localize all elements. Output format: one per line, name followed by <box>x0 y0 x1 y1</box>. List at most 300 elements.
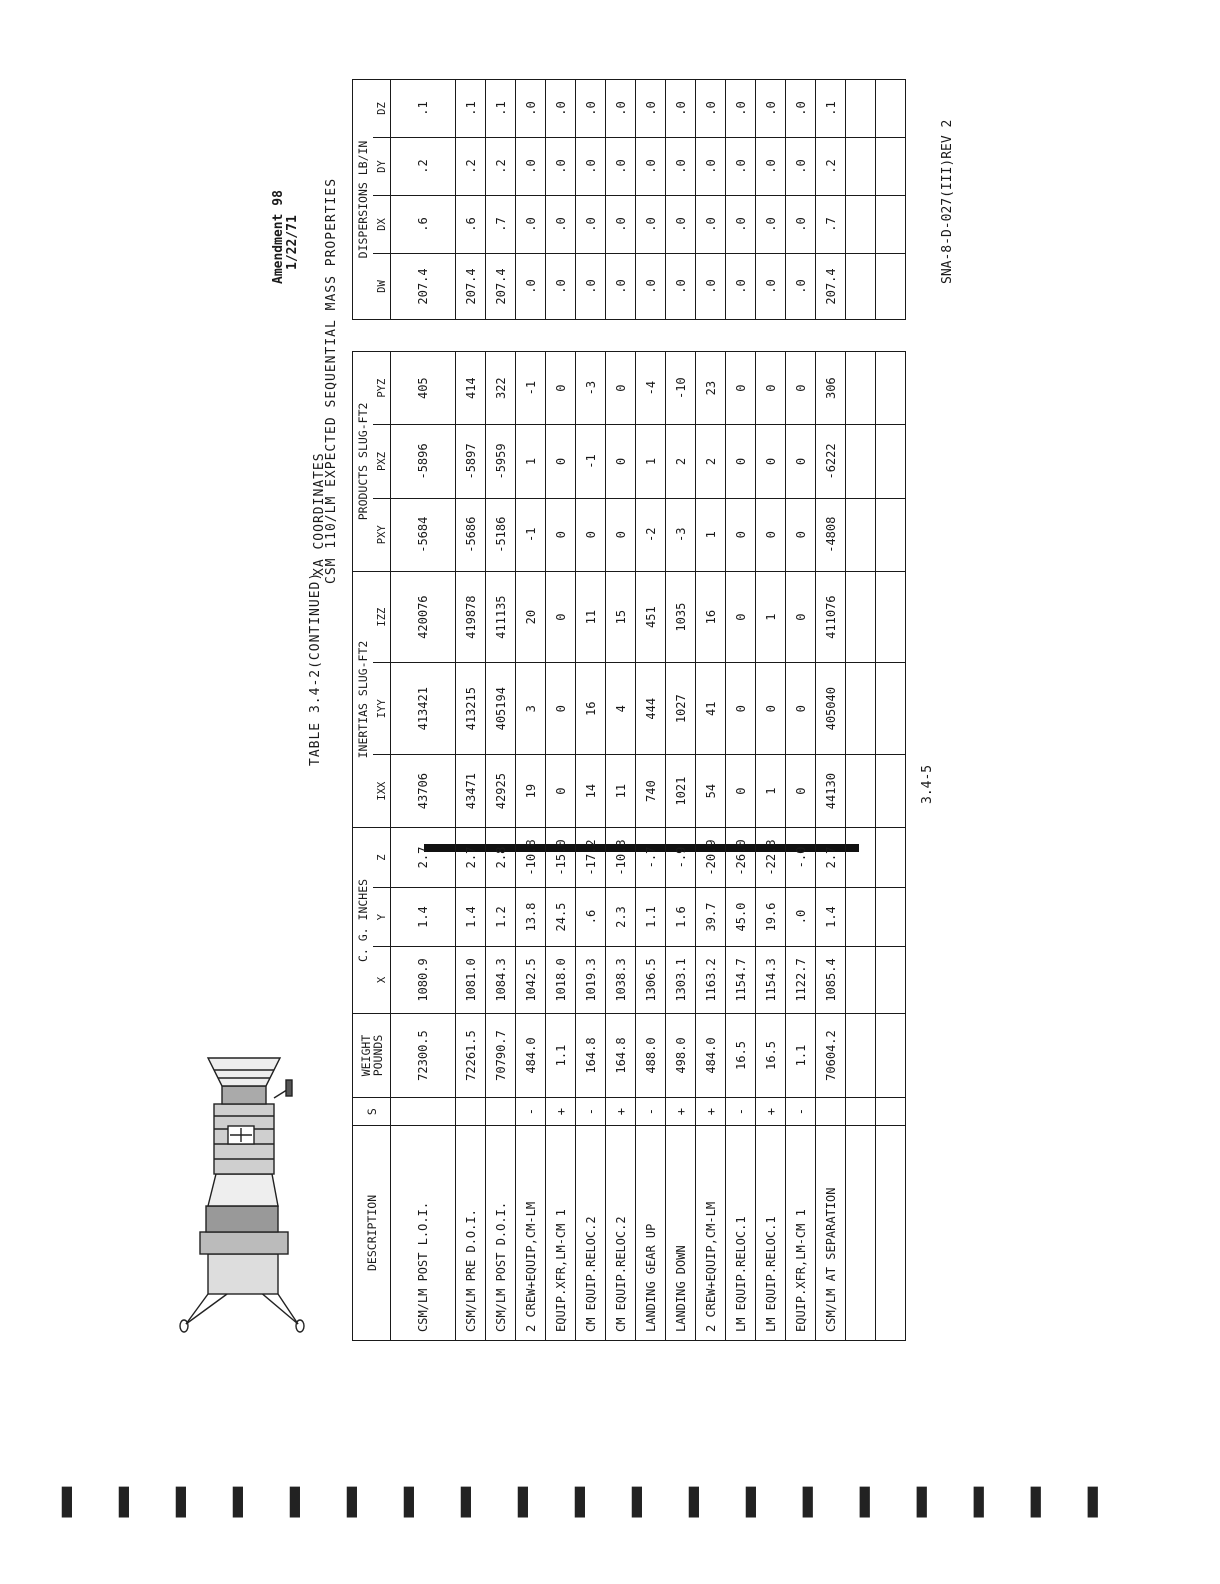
cell-description: LM EQUIP.RELOC.1 <box>756 1125 786 1340</box>
cell-pxz: 0 <box>726 425 756 498</box>
cell-pxy: -5186 <box>486 498 516 571</box>
cell-pyz: 0 <box>786 352 816 425</box>
cell-dw: 207.4 <box>816 254 846 320</box>
cell-dx: .0 <box>786 196 816 254</box>
spacecraft-illustration <box>178 1054 318 1334</box>
cell-dz: .0 <box>786 79 816 137</box>
cell-dy: .0 <box>576 138 606 196</box>
table-row <box>726 352 756 1341</box>
empty-cell <box>876 1125 906 1340</box>
col-header-inertias: INERTIAS SLUG-FT2 <box>353 571 374 827</box>
cell-pxz: 0 <box>546 425 576 498</box>
empty-cell <box>876 663 906 755</box>
empty-cell <box>846 254 876 320</box>
table-row <box>516 79 546 319</box>
empty-cell <box>876 1013 906 1098</box>
cell-cg-z: -10.8 <box>516 828 546 888</box>
cell-cg-y: 45.0 <box>726 887 756 947</box>
cell-pxy: 0 <box>756 498 786 571</box>
cell-dx: .6 <box>456 196 486 254</box>
cell-iyy: 1027 <box>666 663 696 755</box>
cell-dw: .0 <box>576 254 606 320</box>
cell-iyy: 0 <box>786 663 816 755</box>
cell-cg-x: 1085.4 <box>816 947 846 1013</box>
cell-dy: .0 <box>726 138 756 196</box>
col-header-pxz: PXZ <box>373 425 391 498</box>
empty-row <box>846 79 876 319</box>
cell-iyy: 0 <box>546 663 576 755</box>
page-number: 3.4-5 <box>920 764 935 804</box>
cell-dw: .0 <box>696 254 726 320</box>
col-header-products: PRODUCTS SLUG-FT2 <box>353 352 374 572</box>
cell-ixx: 0 <box>786 755 816 828</box>
col-header-dz: DZ <box>373 79 391 137</box>
cell-izz: 1 <box>756 571 786 663</box>
cell-iyy: 0 <box>756 663 786 755</box>
col-header-pxy: PXY <box>373 498 391 571</box>
cell-izz: 411135 <box>486 571 516 663</box>
cell-dy: .2 <box>816 138 846 196</box>
cell-cg-y: 39.7 <box>696 887 726 947</box>
cell-dw: .0 <box>516 254 546 320</box>
cell-cg-x: 1084.3 <box>486 947 516 1013</box>
table-row <box>606 79 636 319</box>
col-header-y: Y <box>373 887 391 947</box>
cell-sign: - <box>636 1098 666 1125</box>
cell-pxy: 0 <box>576 498 606 571</box>
cell-pyz: -4 <box>636 352 666 425</box>
cell-pxy: 0 <box>786 498 816 571</box>
cell-pxz: 0 <box>756 425 786 498</box>
cell-dx: .0 <box>756 196 786 254</box>
cell-dw: .0 <box>786 254 816 320</box>
cell-pxz: -6222 <box>816 425 846 498</box>
cell-pxz: -1 <box>576 425 606 498</box>
empty-cell <box>876 828 906 888</box>
cell-dy: .0 <box>786 138 816 196</box>
cell-ixx: 1021 <box>666 755 696 828</box>
cell-cg-y: 1.4 <box>816 887 846 947</box>
col-header-dx: DX <box>373 196 391 254</box>
dispersions-table <box>352 79 906 320</box>
table-row <box>786 352 816 1341</box>
cell-cg-y: 24.5 <box>546 887 576 947</box>
cell-iyy: 4 <box>606 663 636 755</box>
cell-weight: 16.5 <box>726 1013 756 1098</box>
cell-pxz: 0 <box>606 425 636 498</box>
empty-cell <box>846 1125 876 1340</box>
table-row <box>606 352 636 1341</box>
cell-sign <box>456 1098 486 1125</box>
cell-cg-z: -26.0 <box>726 828 756 888</box>
cell-pyz: -1 <box>516 352 546 425</box>
cell-dw: 207.4 <box>486 254 516 320</box>
cell-dy: .0 <box>546 138 576 196</box>
cell-iyy: 444 <box>636 663 666 755</box>
cell-sign: + <box>606 1098 636 1125</box>
cell-dy: .0 <box>696 138 726 196</box>
empty-cell <box>846 571 876 663</box>
cell-description: LANDING DOWN <box>666 1125 696 1340</box>
cell-pyz: 0 <box>546 352 576 425</box>
amendment-stamp <box>272 190 300 284</box>
cell-dy: .2 <box>456 138 486 196</box>
empty-cell <box>846 79 876 137</box>
cell-cg-x: 1081.0 <box>456 947 486 1013</box>
col-header-weight: WEIGHT POUNDS <box>353 1013 391 1098</box>
cell-sign: - <box>516 1098 546 1125</box>
col-header-iyy: IYY <box>373 663 391 755</box>
cell-dz: .0 <box>696 79 726 137</box>
cell-cg-x: 1306.5 <box>636 947 666 1013</box>
coordinates-note: XA COORDINATES <box>312 452 327 576</box>
cell-ixx: 44130 <box>816 755 846 828</box>
cell-izz: 0 <box>786 571 816 663</box>
empty-cell <box>876 196 906 254</box>
cell-izz: 420076 <box>391 571 456 663</box>
cell-sign: + <box>546 1098 576 1125</box>
cell-iyy: 41 <box>696 663 726 755</box>
col-header-pyz: PYZ <box>373 352 391 425</box>
cell-description: CSM/LM PRE D.O.I. <box>456 1125 486 1340</box>
cell-cg-z: -17.2 <box>576 828 606 888</box>
table-row <box>391 352 456 1341</box>
cell-cg-z: 2.7 <box>456 828 486 888</box>
cell-cg-x: 1042.5 <box>516 947 546 1013</box>
cell-dz: .0 <box>666 79 696 137</box>
cell-iyy: 0 <box>726 663 756 755</box>
cell-pxy: -2 <box>636 498 666 571</box>
cell-pyz: 306 <box>816 352 846 425</box>
cell-cg-x: 1154.3 <box>756 947 786 1013</box>
cell-ixx: 11 <box>606 755 636 828</box>
cell-sign <box>391 1098 456 1125</box>
col-header-ixx: IXX <box>373 755 391 828</box>
cell-cg-z: -20.9 <box>696 828 726 888</box>
empty-cell <box>876 947 906 1013</box>
cell-dz: .0 <box>756 79 786 137</box>
cell-cg-x: 1303.1 <box>666 947 696 1013</box>
empty-cell <box>846 352 876 425</box>
cell-izz: 419878 <box>456 571 486 663</box>
cell-weight: 1.1 <box>786 1013 816 1098</box>
empty-cell <box>876 887 906 947</box>
cell-izz: 15 <box>606 571 636 663</box>
cell-dw: .0 <box>726 254 756 320</box>
cell-dx: .7 <box>486 196 516 254</box>
cell-weight: 484.0 <box>696 1013 726 1098</box>
cell-dx: .0 <box>666 196 696 254</box>
cell-izz: 20 <box>516 571 546 663</box>
cell-pxy: 1 <box>696 498 726 571</box>
cell-dw: .0 <box>636 254 666 320</box>
cell-description: CSM/LM POST D.O.I. <box>486 1125 516 1340</box>
cell-pxz: -5896 <box>391 425 456 498</box>
cell-cg-z: 2.8 <box>486 828 516 888</box>
cell-sign: + <box>666 1098 696 1125</box>
cell-izz: 0 <box>726 571 756 663</box>
table-row <box>666 352 696 1341</box>
cell-description: LM EQUIP.RELOC.1 <box>726 1125 756 1340</box>
cell-dx: .0 <box>516 196 546 254</box>
empty-cell <box>876 138 906 196</box>
cell-dy: .0 <box>636 138 666 196</box>
col-header-dy: DY <box>373 138 391 196</box>
cell-weight: 70790.7 <box>486 1013 516 1098</box>
empty-cell <box>846 425 876 498</box>
cell-pxz: 2 <box>696 425 726 498</box>
empty-cell <box>846 828 876 888</box>
table-row <box>666 79 696 319</box>
cell-pxy: -1 <box>516 498 546 571</box>
empty-cell <box>876 571 906 663</box>
cell-cg-y: 19.6 <box>756 887 786 947</box>
cell-weight: 1.1 <box>546 1013 576 1098</box>
document-reference: SNA-8-D-027(III)REV 2 <box>940 119 955 284</box>
cell-dz: .0 <box>576 79 606 137</box>
cell-pyz: -3 <box>576 352 606 425</box>
cell-izz: 1035 <box>666 571 696 663</box>
cell-pyz: 405 <box>391 352 456 425</box>
cell-sign: + <box>756 1098 786 1125</box>
cell-cg-z: 2.7 <box>391 828 456 888</box>
cell-cg-y: .6 <box>576 887 606 947</box>
cell-izz: 11 <box>576 571 606 663</box>
cell-cg-z: -.7 <box>636 828 666 888</box>
cell-cg-y: 1.4 <box>456 887 486 947</box>
cell-description: EQUIP.XFR,LM-CM 1 <box>786 1125 816 1340</box>
cell-sign <box>816 1098 846 1125</box>
cell-pyz: 23 <box>696 352 726 425</box>
cell-dw: .0 <box>546 254 576 320</box>
cell-dy: .0 <box>516 138 546 196</box>
cell-cg-x: 1018.0 <box>546 947 576 1013</box>
cell-cg-z: -22.3 <box>756 828 786 888</box>
cell-sign: + <box>696 1098 726 1125</box>
empty-cell <box>876 1098 906 1125</box>
cell-weight: 72300.5 <box>391 1013 456 1098</box>
cell-iyy: 413421 <box>391 663 456 755</box>
cell-ixx: 42925 <box>486 755 516 828</box>
cell-iyy: 405040 <box>816 663 846 755</box>
table-row <box>816 352 846 1341</box>
cell-description: 2 CREW+EQUIP,CM-LM <box>516 1125 546 1340</box>
cell-weight: 484.0 <box>516 1013 546 1098</box>
empty-cell <box>846 663 876 755</box>
cell-dx: .0 <box>576 196 606 254</box>
table-row <box>756 352 786 1341</box>
empty-cell <box>876 498 906 571</box>
table-row <box>726 79 756 319</box>
table-row <box>546 79 576 319</box>
cell-description: EQUIP.XFR,LM-CM 1 <box>546 1125 576 1340</box>
table-row <box>696 352 726 1341</box>
empty-cell <box>846 498 876 571</box>
cell-cg-z: -15.0 <box>546 828 576 888</box>
table-row <box>456 79 486 319</box>
table-row <box>636 352 666 1341</box>
cell-dx: .0 <box>606 196 636 254</box>
table-row <box>576 79 606 319</box>
cell-dx: .7 <box>816 196 846 254</box>
cell-sign: - <box>786 1098 816 1125</box>
cell-ixx: 54 <box>696 755 726 828</box>
table-row <box>456 352 486 1341</box>
cell-dy: .2 <box>391 138 456 196</box>
table-row <box>786 79 816 319</box>
table-row <box>486 352 516 1341</box>
cell-ixx: 0 <box>726 755 756 828</box>
table-row <box>391 79 456 319</box>
empty-cell <box>876 755 906 828</box>
cell-cg-x: 1163.2 <box>696 947 726 1013</box>
cell-dz: .1 <box>816 79 846 137</box>
cell-pxy: -5686 <box>456 498 486 571</box>
cell-iyy: 16 <box>576 663 606 755</box>
cell-description: 2 CREW+EQUIP,CM-LM <box>696 1125 726 1340</box>
table-row <box>636 79 666 319</box>
cell-description: CM EQUIP.RELOC.2 <box>576 1125 606 1340</box>
col-header-z: Z <box>373 828 391 888</box>
cell-dz: .1 <box>391 79 456 137</box>
table-row <box>546 352 576 1341</box>
col-header-dw: DW <box>373 254 391 320</box>
empty-row <box>846 352 876 1341</box>
amendment-date: 1/22/71 <box>285 215 300 270</box>
cell-weight: 72261.5 <box>456 1013 486 1098</box>
cell-dw: .0 <box>756 254 786 320</box>
cell-pxy: -4808 <box>816 498 846 571</box>
cell-pxy: 0 <box>546 498 576 571</box>
empty-cell <box>876 254 906 320</box>
cell-cg-z: -10.3 <box>606 828 636 888</box>
cell-ixx: 19 <box>516 755 546 828</box>
table-row <box>576 352 606 1341</box>
empty-cell <box>846 138 876 196</box>
cell-weight: 488.0 <box>636 1013 666 1098</box>
cell-cg-z: -.9 <box>666 828 696 888</box>
mass-properties-body <box>391 352 906 1341</box>
cell-dw: 207.4 <box>456 254 486 320</box>
cell-ixx: 0 <box>546 755 576 828</box>
cell-description: CSM/LM AT SEPARATION <box>816 1125 846 1340</box>
cell-dz: .0 <box>516 79 546 137</box>
col-header-x: X <box>373 947 391 1013</box>
cell-cg-x: 1122.7 <box>786 947 816 1013</box>
cell-izz: 411076 <box>816 571 846 663</box>
cell-ixx: 43706 <box>391 755 456 828</box>
empty-cell <box>876 425 906 498</box>
cell-pxy: 0 <box>606 498 636 571</box>
cell-cg-x: 1080.9 <box>391 947 456 1013</box>
table-row <box>696 79 726 319</box>
cell-weight: 498.0 <box>666 1013 696 1098</box>
cell-ixx: 740 <box>636 755 666 828</box>
cell-iyy: 405194 <box>486 663 516 755</box>
cell-sign: - <box>576 1098 606 1125</box>
col-header-description: DESCRIPTION <box>353 1125 391 1340</box>
cell-cg-z: -.0 <box>786 828 816 888</box>
cell-pxy: -5684 <box>391 498 456 571</box>
col-header-izz: IZZ <box>373 571 391 663</box>
cell-description: CM EQUIP.RELOC.2 <box>606 1125 636 1340</box>
amendment-label: Amendment 98 <box>271 190 286 284</box>
cell-pxz: 1 <box>636 425 666 498</box>
cell-pyz: 414 <box>456 352 486 425</box>
cell-dz: .0 <box>606 79 636 137</box>
cell-pyz: 0 <box>606 352 636 425</box>
table-row <box>756 79 786 319</box>
cell-weight: 164.8 <box>576 1013 606 1098</box>
cell-dz: .0 <box>726 79 756 137</box>
cell-description: CSM/LM POST L.O.I. <box>391 1125 456 1340</box>
cell-pyz: 0 <box>726 352 756 425</box>
mass-properties-table <box>352 351 906 1341</box>
cell-pyz: 322 <box>486 352 516 425</box>
empty-row <box>876 79 906 319</box>
cell-pyz: 0 <box>756 352 786 425</box>
cell-cg-x: 1019.3 <box>576 947 606 1013</box>
cell-cg-z: 2.7 <box>816 828 846 888</box>
empty-cell <box>876 352 906 425</box>
table-row <box>486 79 516 319</box>
cell-cg-y: 2.3 <box>606 887 636 947</box>
table-row <box>816 79 846 319</box>
cell-ixx: 14 <box>576 755 606 828</box>
cell-dy: .0 <box>666 138 696 196</box>
cell-dz: .0 <box>546 79 576 137</box>
cell-dx: .0 <box>696 196 726 254</box>
cell-pxz: 0 <box>786 425 816 498</box>
cell-cg-y: 1.1 <box>636 887 666 947</box>
cell-ixx: 1 <box>756 755 786 828</box>
cell-pyz: -10 <box>666 352 696 425</box>
cell-dy: .2 <box>486 138 516 196</box>
cell-cg-y: 1.6 <box>666 887 696 947</box>
cell-izz: 451 <box>636 571 666 663</box>
cell-pxy: 0 <box>726 498 756 571</box>
cell-sign <box>486 1098 516 1125</box>
cell-dw: .0 <box>606 254 636 320</box>
cell-izz: 16 <box>696 571 726 663</box>
cell-dx: .0 <box>726 196 756 254</box>
cell-ixx: 43471 <box>456 755 486 828</box>
cell-dx: .0 <box>636 196 666 254</box>
table-row <box>516 352 546 1341</box>
cell-description: LANDING GEAR UP <box>636 1125 666 1340</box>
table-subtitle: CSM 110/LM EXPECTED SEQUENTIAL MASS PROPERTIES <box>324 177 339 584</box>
cell-pxz: -5959 <box>486 425 516 498</box>
col-header-s: S <box>353 1098 391 1125</box>
cell-dy: .0 <box>606 138 636 196</box>
cell-weight: 164.8 <box>606 1013 636 1098</box>
cell-dz: .0 <box>636 79 666 137</box>
cell-cg-y: 1.4 <box>391 887 456 947</box>
cell-dw: 207.4 <box>391 254 456 320</box>
cell-cg-y: 1.2 <box>486 887 516 947</box>
empty-cell <box>846 887 876 947</box>
cell-dz: .1 <box>486 79 516 137</box>
cell-iyy: 413215 <box>456 663 486 755</box>
cell-dy: .0 <box>756 138 786 196</box>
empty-row <box>876 352 906 1341</box>
cell-weight: 70604.2 <box>816 1013 846 1098</box>
cell-izz: 0 <box>546 571 576 663</box>
cell-pxy: -3 <box>666 498 696 571</box>
empty-cell <box>846 196 876 254</box>
dispersions-body <box>391 79 906 319</box>
cell-pxz: 1 <box>516 425 546 498</box>
